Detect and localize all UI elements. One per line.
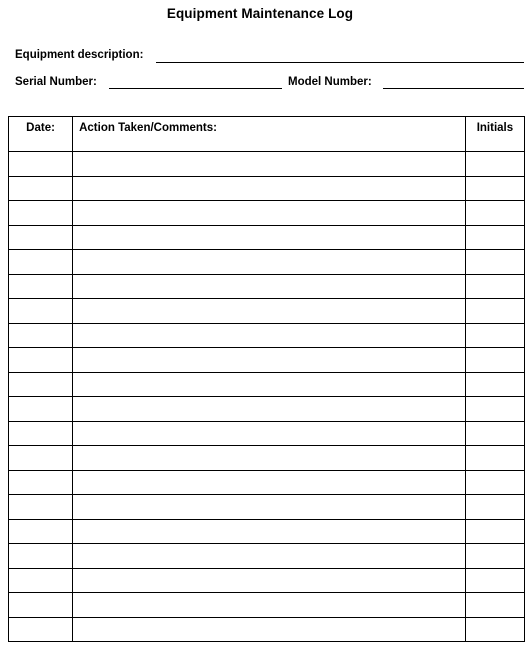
initials-cell[interactable] [465,593,524,618]
date-cell[interactable] [9,152,73,177]
action-cell[interactable] [73,470,466,495]
action-cell[interactable] [73,274,466,299]
date-cell[interactable] [9,495,73,520]
table-row [9,201,525,226]
initials-cell[interactable] [465,299,524,324]
action-cell[interactable] [73,323,466,348]
date-cell[interactable] [9,201,73,226]
action-cell[interactable] [73,299,466,324]
date-cell[interactable] [9,397,73,422]
action-cell[interactable] [73,348,466,373]
action-cell[interactable] [73,617,466,642]
table-row [9,348,525,373]
date-cell[interactable] [9,176,73,201]
table-row [9,421,525,446]
log-entries [9,152,525,642]
equipment-description-label: Equipment description: [15,49,144,61]
initials-cell[interactable] [465,348,524,373]
date-cell[interactable] [9,348,73,373]
initials-cell[interactable] [465,274,524,299]
maintenance-log-table [8,116,525,642]
table-row [9,152,525,177]
date-cell[interactable] [9,544,73,569]
action-cell[interactable] [73,544,466,569]
table-row [9,519,525,544]
date-cell[interactable] [9,568,73,593]
table-row [9,323,525,348]
action-cell[interactable] [73,152,466,177]
table-row [9,544,525,569]
initials-cell[interactable] [465,568,524,593]
model-number-field[interactable] [383,88,524,89]
date-cell[interactable] [9,323,73,348]
initials-column-header: Initials [465,117,524,152]
table-row [9,250,525,275]
serial-number-field[interactable] [109,88,282,89]
initials-cell[interactable] [465,201,524,226]
initials-cell[interactable] [465,323,524,348]
initials-cell[interactable] [465,519,524,544]
action-cell[interactable] [73,421,466,446]
date-cell[interactable] [9,250,73,275]
date-cell[interactable] [9,617,73,642]
initials-cell[interactable] [465,250,524,275]
initials-cell[interactable] [465,372,524,397]
model-number-label: Model Number: [288,76,372,88]
table-row [9,176,525,201]
action-cell[interactable] [73,176,466,201]
date-cell[interactable] [9,299,73,324]
table-header-row [9,117,525,152]
action-cell[interactable] [73,201,466,226]
table-row [9,568,525,593]
equipment-description-field[interactable] [156,62,524,63]
initials-cell[interactable] [465,470,524,495]
action-cell[interactable] [73,593,466,618]
initials-cell[interactable] [465,421,524,446]
table-row [9,593,525,618]
action-column-header: Action Taken/Comments: [73,117,466,152]
serial-number-label: Serial Number: [15,76,97,88]
table-row [9,225,525,250]
initials-cell[interactable] [465,176,524,201]
date-column-header: Date: [9,117,73,152]
action-cell[interactable] [73,250,466,275]
initials-cell[interactable] [465,544,524,569]
initials-cell[interactable] [465,617,524,642]
action-cell[interactable] [73,446,466,471]
date-cell[interactable] [9,446,73,471]
date-cell[interactable] [9,421,73,446]
initials-cell[interactable] [465,446,524,471]
table-row [9,299,525,324]
table-row [9,495,525,520]
date-cell[interactable] [9,470,73,495]
action-cell[interactable] [73,372,466,397]
action-cell[interactable] [73,225,466,250]
table-row [9,446,525,471]
action-cell[interactable] [73,397,466,422]
page-title: Equipment Maintenance Log [166,6,354,21]
action-cell[interactable] [73,519,466,544]
initials-cell[interactable] [465,152,524,177]
date-cell[interactable] [9,372,73,397]
table-row [9,274,525,299]
initials-cell[interactable] [465,397,524,422]
date-cell[interactable] [9,225,73,250]
table-row [9,617,525,642]
action-cell[interactable] [73,568,466,593]
initials-cell[interactable] [465,495,524,520]
action-cell[interactable] [73,495,466,520]
date-cell[interactable] [9,593,73,618]
table-row [9,372,525,397]
date-cell[interactable] [9,519,73,544]
table-row [9,397,525,422]
date-cell[interactable] [9,274,73,299]
initials-cell[interactable] [465,225,524,250]
table-row [9,470,525,495]
